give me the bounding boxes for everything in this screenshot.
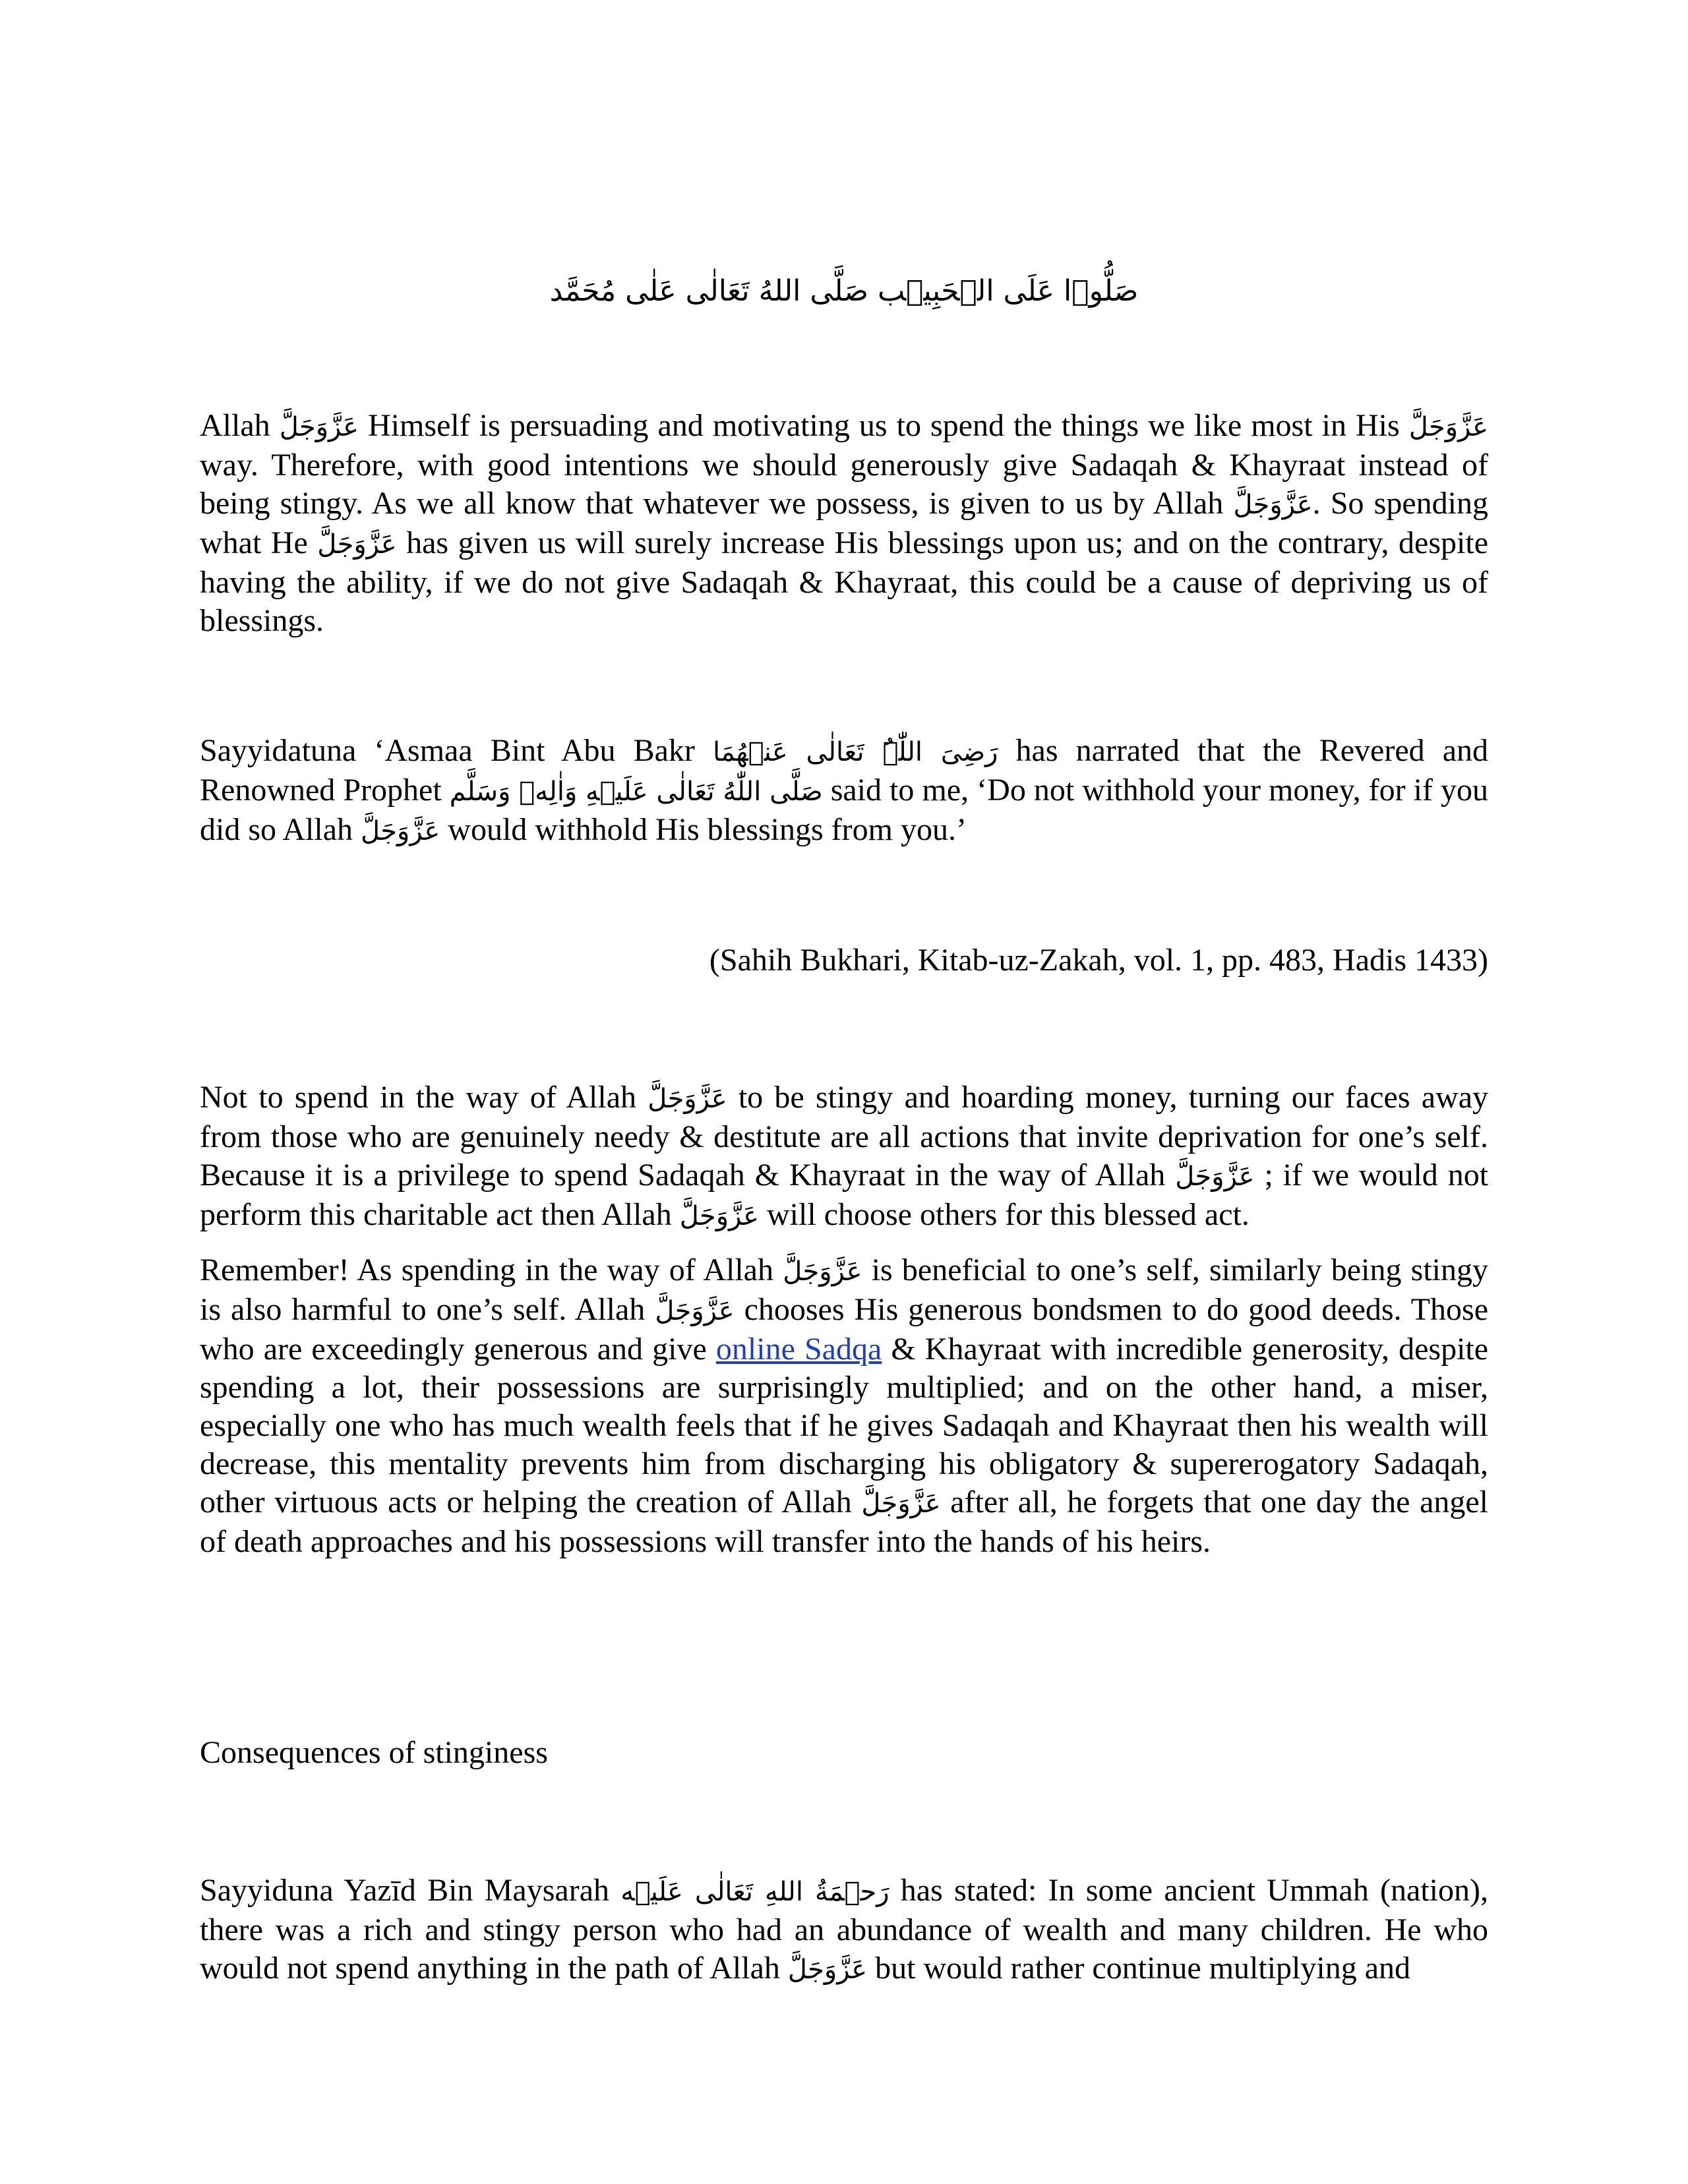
text-segment: way. Therefore, with good intentions we should generously give Sadaqah & Khayraat instead of being stingy. As we all know that whatever we possess, is given to us by Allah [200, 448, 1488, 521]
text-segment: will choose others for this blessed act. [767, 1197, 1250, 1232]
online-sadqa-link[interactable]: online Sadqa [715, 1332, 882, 1367]
hadith-citation: (Sahih Bukhari, Kitab-uz-Zakah, vol. 1, pp. 483, Hadis 1433) [709, 943, 1488, 978]
salutation-heading: صَلُّوۡا عَلَی الۡحَبِیۡب صَلَّی اللهُ تَعَالٰی عَلٰی مُحَمَّد [549, 274, 1139, 308]
paragraph-not-to-spend [200, 1078, 1488, 1235]
honorific-azza-wa-jal: عَزَّوَجَلَّ [317, 529, 397, 560]
honorific-azza-wa-jal: عَزَّوَجَلَّ [655, 1296, 735, 1326]
text-segment: is beneficial to one’s self, similarly being stingy is also harmful to one’s self. Allah [200, 1253, 1489, 1327]
text-segment: has given us will surely increase His blessings upon us; and on the contrary, despite having the ability, if we do not give Sadaqah & Khayraat, this could be a cause of depriving us of blessings. [200, 525, 1489, 638]
text-segment: chooses His generous bondsmen to do good deeds. Those who are exceedingly generous and give [200, 1292, 1489, 1367]
text-segment: Himself is persuading and motivating us to spend the things we like most in His [368, 408, 1400, 443]
text-segment: Allah [200, 408, 270, 443]
paragraph-remember [200, 1251, 1488, 1561]
honorific-azza-wa-jal: عَزَّوَجَلَّ [1175, 1162, 1255, 1192]
honorific-radi-allahu-anha: رَضِیَ اللّٰہُ تَعَالٰی عَنۡهُمَا [713, 737, 998, 767]
paragraph-asmaa-narration [200, 732, 1488, 850]
text-segment: Remember! As spending in the way of Allah [200, 1253, 773, 1287]
honorific-azza-wa-jal: عَزَّوَجَلَّ [787, 1955, 868, 1985]
honorific-azza-wa-jal: عَزَّوَجَلَّ [361, 816, 440, 846]
text-segment: to be stingy and hoarding money, turning our faces away from those who are genuinely needy & destitute are all actions that invite deprivation for one’s self. Because it is a privilege to spend Sadaqah & Khayraat in the way of Allah [200, 1080, 1489, 1193]
text-segment: after all, he forgets that one day the angel of death approaches and his possessions will transfer into the hands of his heirs. [200, 1485, 1489, 1559]
paragraph-allah-persuading [200, 407, 1488, 640]
text-segment: would withhold His blessings from you.’ [448, 812, 967, 847]
section-heading-consequences: Consequences of stinginess [200, 1735, 548, 1770]
paragraph-yazid-story [200, 1872, 1488, 1989]
honorific-azza-wa-jal: عَزَّوَجَلَّ [1233, 490, 1313, 520]
honorific-azza-wa-jal: عَزَّوَجَلَّ [279, 412, 359, 442]
honorific-sallallahu-alaihi-wasallam: صَلَّی اللّٰهُ تَعَالٰی عَلَيۡهِ وَاٰلِهٖ وَسَلَّم [449, 777, 823, 807]
text-segment: & Khayraat with incredible generosity, despite spending a lot, their possessions are surprisingly multiplied; and on the other hand, a miser, especially one who has much wealth feels that if he gives Sadaqah and Khayraat then his wealth will decrease, this mentality prevents him from discharging his obligatory & supererogatory Sadaqah, other virtuous acts or helping the creation of Allah [200, 1332, 1489, 1520]
text-segment: but would rather continue multiplying and [875, 1951, 1411, 1986]
honorific-azza-wa-jal: عَزَّوَجَلَّ [648, 1084, 727, 1114]
text-segment: has stated: In some ancient Ummah (nation), there was a rich and stingy person who had an abundance of wealth and many children. He who would not spend anything in the path of Allah [200, 1873, 1489, 1986]
text-segment: Not to spend in the way of Allah [200, 1080, 637, 1115]
text-segment: ; if we would not perform this charitable act then Allah [200, 1158, 1489, 1232]
honorific-rahmatullahi-alaih: رَحۡمَةُ اللهِ تَعَالٰی عَلَيۡه [620, 1877, 889, 1907]
text-segment: Sayyidatuna ‘Asmaa Bint Abu Bakr [200, 733, 695, 768]
text-segment: said to me, ‘Do not withhold your money, for if you did so Allah [200, 773, 1489, 847]
honorific-azza-wa-jal: عَزَّوَجَلَّ [861, 1489, 941, 1519]
honorific-azza-wa-jal: عَزَّوَجَلَّ [783, 1256, 862, 1287]
text-segment: Sayyiduna Yazīd Bin Maysarah [200, 1873, 610, 1908]
honorific-azza-wa-jal: عَزَّوَجَلَّ [1408, 412, 1489, 442]
text-segment: . So spending what He [200, 486, 1489, 560]
text-segment: has narrated that the Revered and Renowned Prophet [200, 733, 1489, 808]
honorific-azza-wa-jal: عَزَّوَجَلَّ [679, 1201, 760, 1231]
